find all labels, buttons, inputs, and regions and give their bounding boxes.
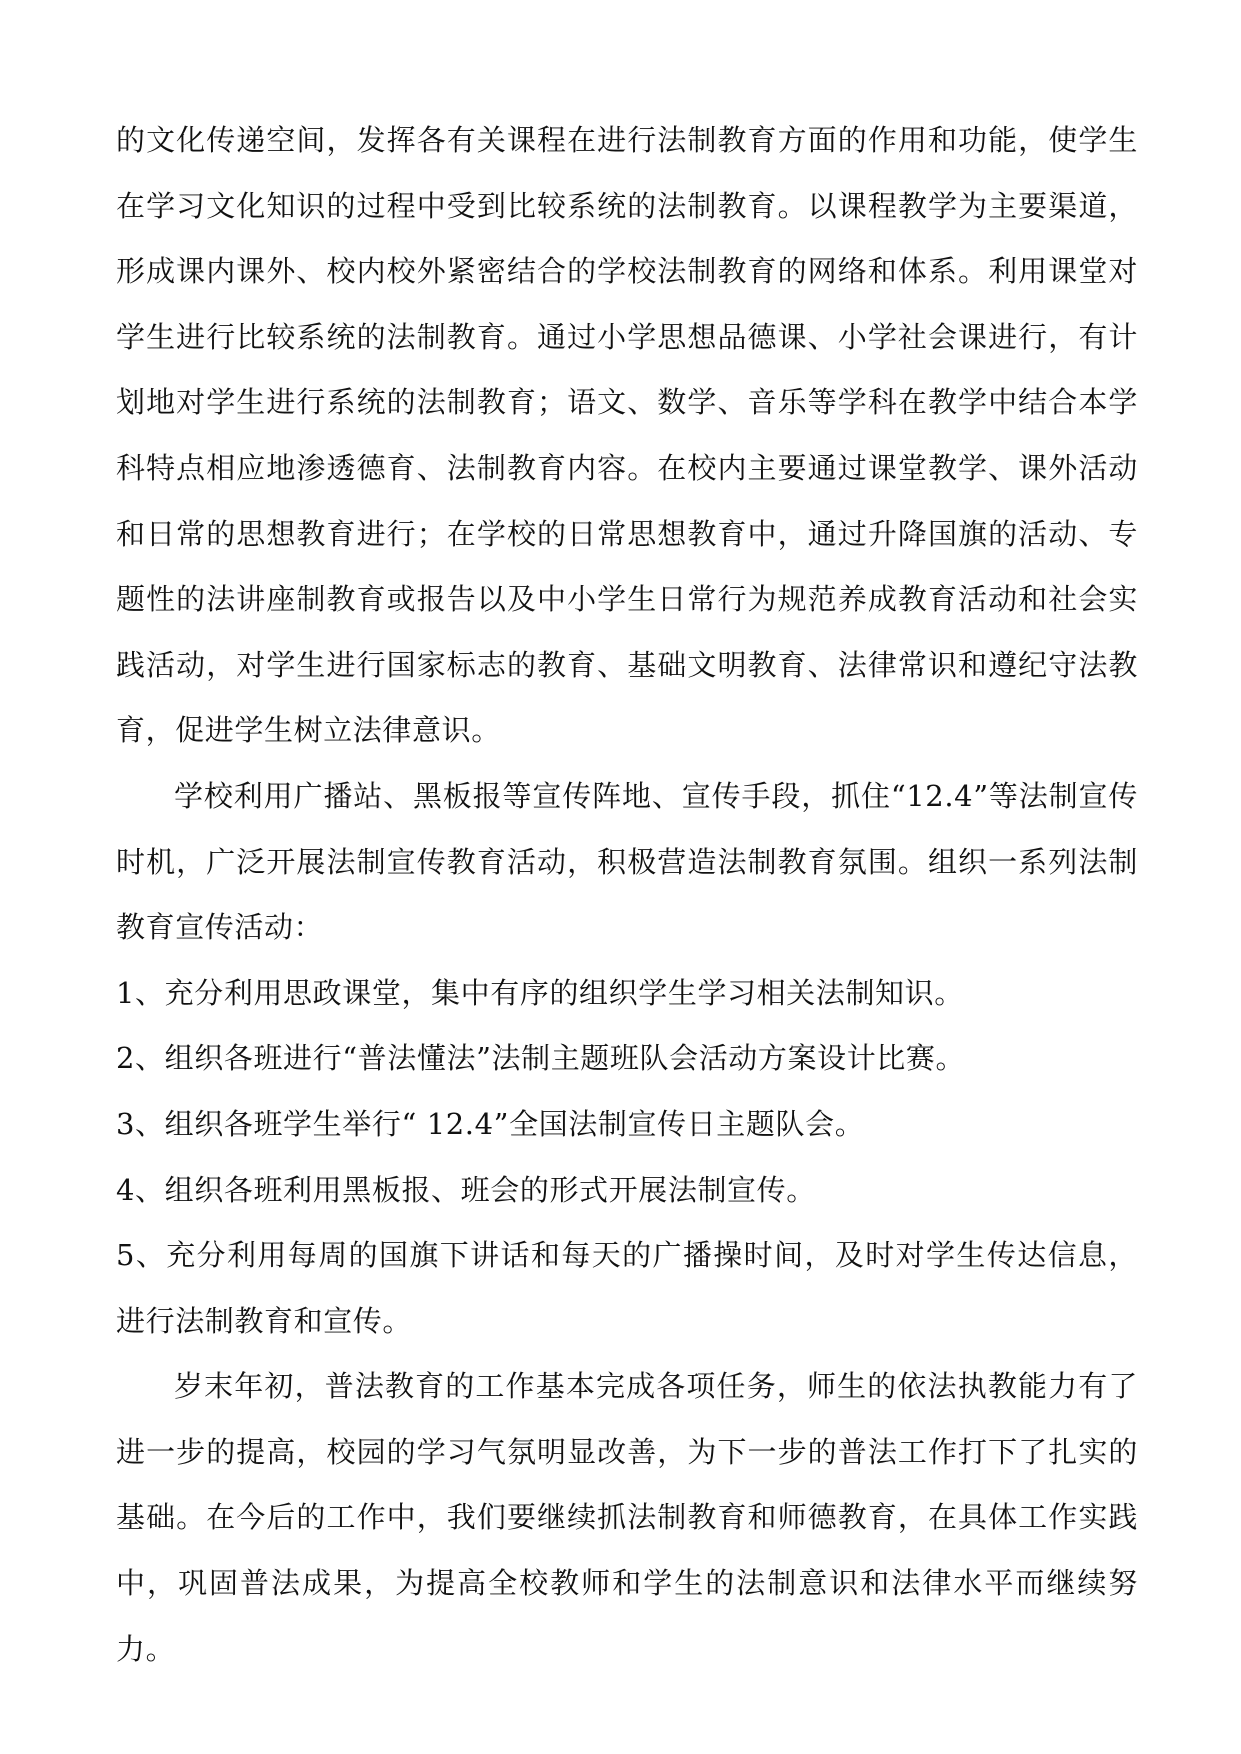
paragraph-publicity-activities: 学校利用广播站、黑板报等宣传阵地、宣传手段，抓住“12.4”等法制宣传时机，广泛开展法制宣传教育活动，积极营造法制教育氛围。组织一系列法制教育宣传活动：	[116, 778, 1138, 945]
paragraph-conclusion: 岁末年初，普法教育的工作基本完成各项任务，师生的依法执教能力有了进一步的提高，校园的学习气氛明显改善，为下一步的普法工作打下了扎实的基础。在今后的工作中，我们要继续抓法制教育和师德教育，在具体工作实践中，巩固普法成果，为提高全校教师和学生的法制意识和法律水平而继续努力。	[116, 1369, 1138, 1666]
list-item-5: 5、充分利用每周的国旗下讲话和每天的广播操时间，及时对学生传达信息，进行法制教育和宣传。	[116, 1238, 1138, 1338]
document-page	[116, 108, 1138, 1682]
paragraph-curriculum-education: 的文化传递空间，发挥各有关课程在进行法制教育方面的作用和功能，使学生在学习文化知识的过程中受到比较系统的法制教育。以课程教学为主要渠道，形成课内课外、校内校外紧密结合的学校法制教育的网络和体系。利用课堂对学生进行比较系统的法制教育。通过小学思想品德课、小学社会课进行，有计划地对学生进行系统的法制教育；语文、数学、音乐等学科在教学中结合本学科特点相应地渗透德育、法制教育内容。在校内主要通过课堂教学、课外活动和日常的思想教育进行；在学校的日常思想教育中，通过升降国旗的活动、专题性的法讲座制教育或报告以及中小学生日常行为规范养成教育活动和社会实践活动，对学生进行国家标志的教育、基础文明教育、法律常识和遵纪守法教育，促进学生树立法律意识。	[116, 123, 1138, 748]
list-item-2: 2、组织各班进行“普法懂法”法制主题班队会活动方案设计比赛。	[116, 1041, 966, 1076]
list-item-4: 4、组织各班利用黑板报、班会的形式开展法制宣传。	[116, 1172, 816, 1207]
list-item-1: 1、充分利用思政课堂，集中有序的组织学生学习相关法制知识。	[116, 975, 964, 1010]
list-item-3: 3、组织各班学生举行“ 12.4”全国法制宣传日主题队会。	[116, 1106, 865, 1141]
